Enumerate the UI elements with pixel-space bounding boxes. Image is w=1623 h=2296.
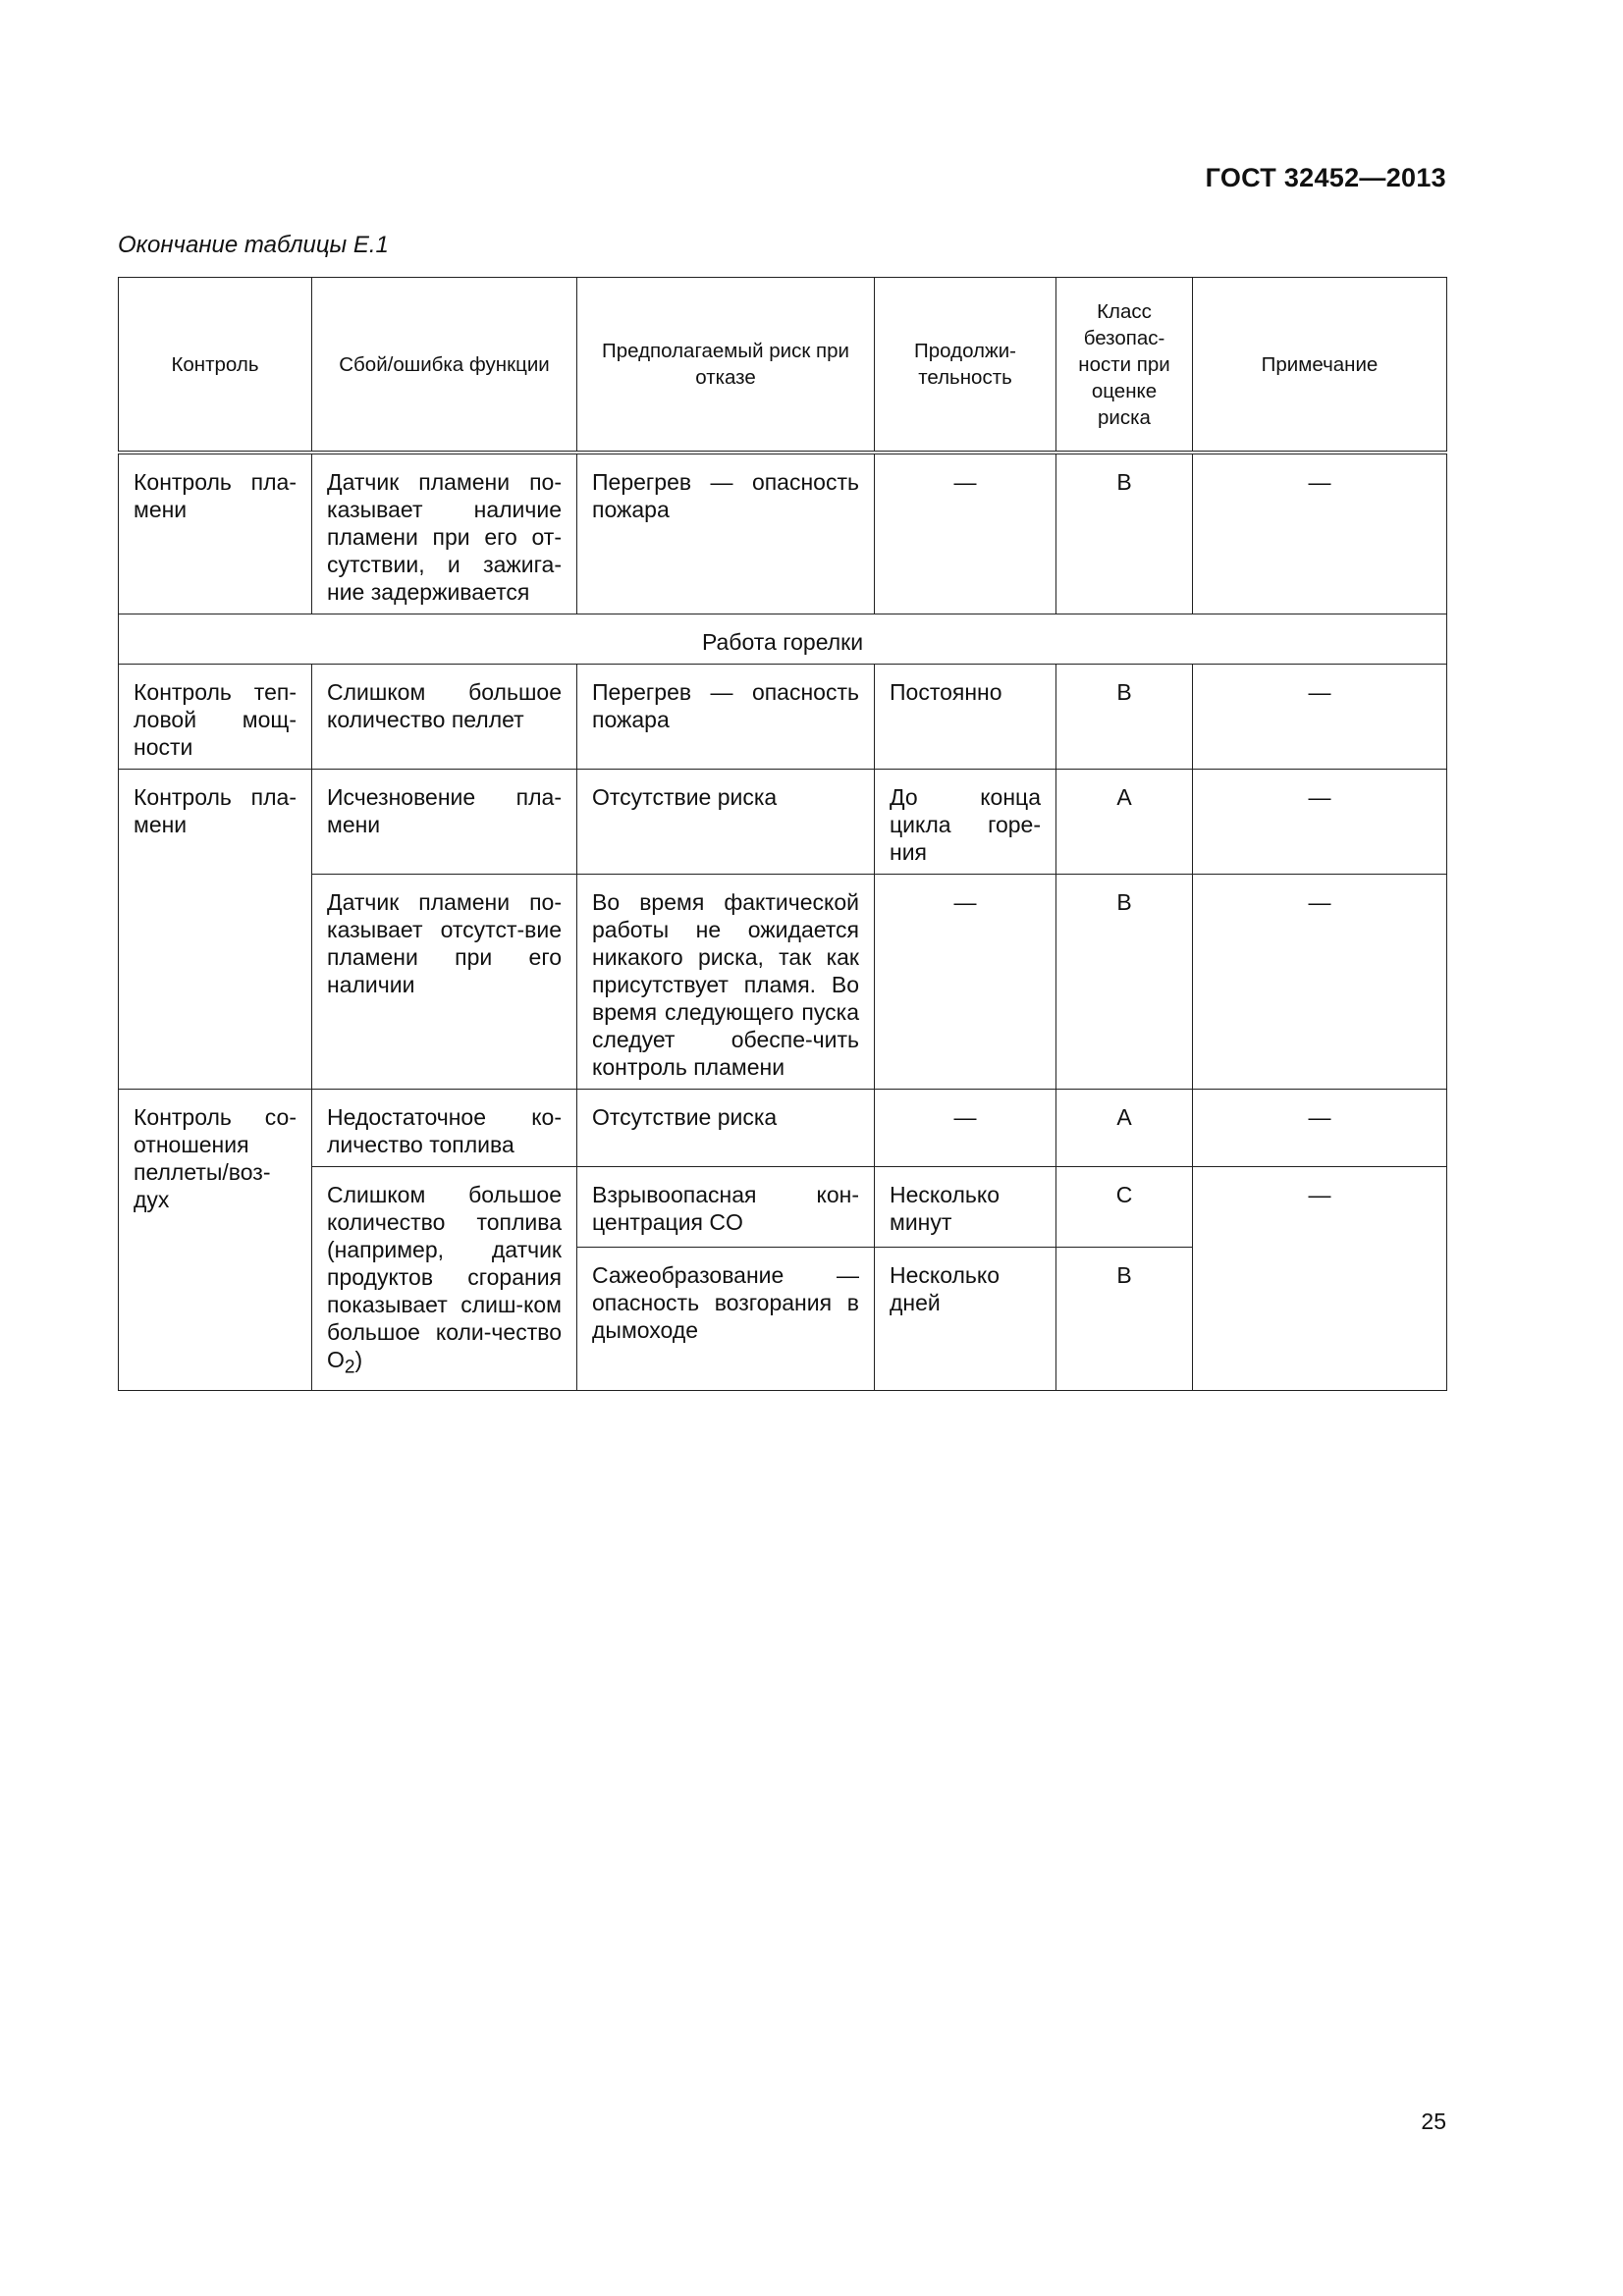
cell-note: — [1193,875,1447,1090]
cell-control: Контроль со-отношения пеллеты/воз-дух [119,1090,312,1391]
cell-safety-class: B [1056,665,1193,770]
table-row [119,1090,1447,1167]
cell-control: Контроль пла-мени [119,453,312,614]
cell-risk: Перегрев — опасность пожара [577,665,875,770]
cell-risk: Отсутствие риска [577,770,875,875]
cell-note: — [1193,1167,1447,1391]
cell-safety-class: B [1056,1248,1193,1391]
cell-safety-class: B [1056,875,1193,1090]
table-row [119,875,1447,1090]
cell-duration: Несколько минут [875,1167,1056,1248]
cell-risk: Отсутствие риска [577,1090,875,1167]
table-header-row [119,278,1447,454]
cell-note: — [1193,665,1447,770]
cell-risk: Взрывоопасная кон-центрация CO [577,1167,875,1248]
cell-duration: — [875,453,1056,614]
cell-failure: Датчик пламени по-казывает отсутст-вие пламени при его наличии [312,875,577,1090]
cell-safety-class: A [1056,1090,1193,1167]
table-row [119,1167,1447,1248]
cell-note: — [1193,1090,1447,1167]
subscript-2: 2 [344,1357,355,1378]
document-code: ГОСТ 32452—2013 [1205,163,1446,192]
section-title: Работа горелки [119,614,1447,665]
header-safety-class: Класс безопас-ности при оценке риска [1056,278,1193,454]
header-risk: Предполагаемый риск при отказе [577,278,875,454]
cell-duration: — [875,1090,1056,1167]
cell-risk: Сажеобразование — опасность возгорания в дымоходе [577,1248,875,1391]
cell-failure: Недостаточное ко-личество топлива [312,1090,577,1167]
table-row [119,770,1447,875]
cell-note: — [1193,770,1447,875]
failure-text-end: ) [354,1347,363,1372]
table-row [119,453,1447,614]
cell-duration: Постоянно [875,665,1056,770]
cell-safety-class: A [1056,770,1193,875]
cell-failure: Слишком большое количество пеллет [312,665,577,770]
cell-control: Контроль пла-мени [119,770,312,1090]
cell-safety-class: B [1056,453,1193,614]
page-number: 25 [1421,2109,1446,2134]
cell-duration: — [875,875,1056,1090]
cell-duration: Несколько дней [875,1248,1056,1391]
cell-failure: Исчезновение пла-мени [312,770,577,875]
cell-control: Контроль теп-ловой мощ-ности [119,665,312,770]
cell-note: — [1193,453,1447,614]
failure-text: Слишком большое количество топлива (например, датчик продуктов сгорания показывает слиш-ком большое коли-чество O [327,1182,562,1372]
table-caption: Окончание таблицы Е.1 [118,232,389,258]
cell-duration: До конца цикла горе-ния [875,770,1056,875]
cell-risk: Во время фактической работы не ожидается никакого риска, так как присутствует пламя. Во время следующего пуска следует обеспе-чить контроль пламени [577,875,875,1090]
header-note: Примечание [1193,278,1447,454]
header-failure: Сбой/ошибка функции [312,278,577,454]
header-control: Контроль [119,278,312,454]
cell-failure: Датчик пламени по-казывает наличие пламени при его от-сутствии, и зажига-ние задерживается [312,453,577,614]
section-row [119,614,1447,665]
table-row [119,665,1447,770]
risk-assessment-table [118,277,1447,1391]
cell-safety-class: C [1056,1167,1193,1248]
header-duration: Продолжи-тельность [875,278,1056,454]
cell-risk: Перегрев — опасность пожара [577,453,875,614]
cell-failure [312,1167,577,1391]
